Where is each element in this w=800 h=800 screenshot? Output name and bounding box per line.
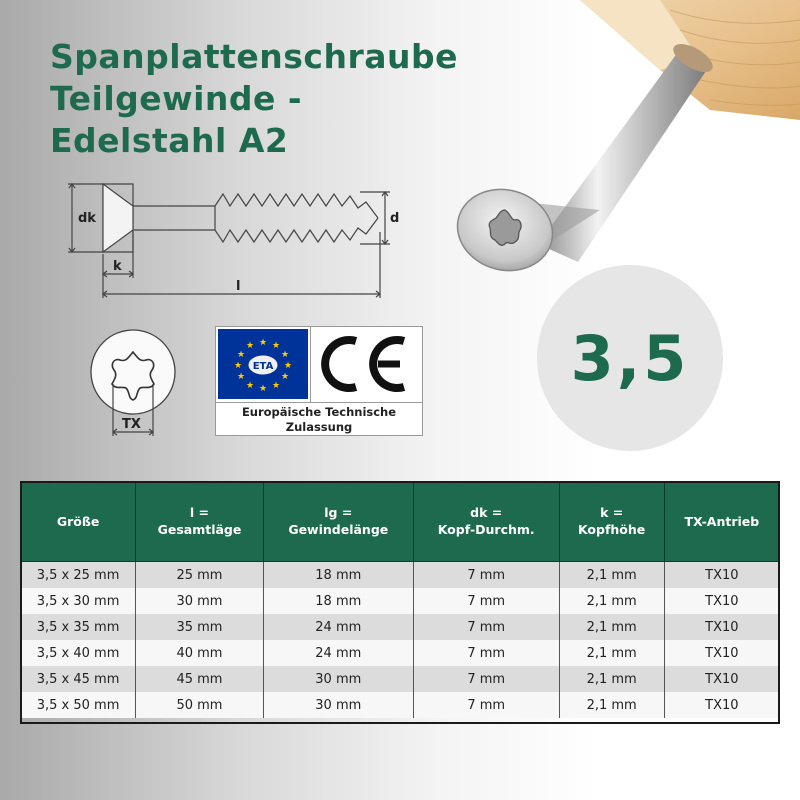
label-dk: dk <box>78 211 96 226</box>
cert-caption-line-1: Europäische Technische <box>241 405 397 419</box>
cell-head-height: 2,1 mm <box>559 666 664 692</box>
cell-head-diameter: 7 mm <box>413 588 559 614</box>
cell-drive: TX10 <box>664 640 779 666</box>
cell-size: 3,5 x 40 mm <box>21 640 136 666</box>
spec-table <box>20 481 780 718</box>
header-groesse: Größe <box>21 481 136 562</box>
cell-size: 3,5 x 30 mm <box>21 588 136 614</box>
table-row <box>21 692 780 718</box>
label-d: d <box>390 211 400 226</box>
svg-text:★: ★ <box>283 361 293 371</box>
cell-thread-length: 18 mm <box>263 562 413 589</box>
cell-head-diameter: 7 mm <box>413 614 559 640</box>
eta-certification-box <box>215 326 423 436</box>
cell-head-height: 2,1 mm <box>559 614 664 640</box>
cell-length: 35 mm <box>136 614 264 640</box>
size-badge <box>537 265 723 451</box>
table-header-row <box>21 481 780 562</box>
cell-head-diameter: 7 mm <box>413 562 559 589</box>
torx-drive-diagram <box>80 320 190 445</box>
header-gesamtlaenge: l = Gesamtläge <box>136 481 264 562</box>
cell-drive: TX10 <box>664 614 779 640</box>
cell-size: 3,5 x 50 mm <box>21 692 136 718</box>
screw-dimension-diagram <box>60 170 400 310</box>
cell-thread-length: 30 mm <box>263 666 413 692</box>
ce-mark-icon <box>316 331 416 397</box>
svg-text:★: ★ <box>245 341 255 351</box>
cell-thread-length: 24 mm <box>263 614 413 640</box>
cell-drive: TX10 <box>664 692 779 718</box>
title-line-2: Teilgewinde - <box>50 79 303 118</box>
table-row <box>21 640 780 666</box>
svg-text:★: ★ <box>258 338 268 348</box>
svg-text:★: ★ <box>236 350 246 360</box>
cell-head-diameter: 7 mm <box>413 640 559 666</box>
cell-size: 3,5 x 25 mm <box>21 562 136 589</box>
svg-text:★: ★ <box>280 372 290 382</box>
cell-head-height: 2,1 mm <box>559 692 664 718</box>
header-gewindelaenge: lg = Gewindelänge <box>263 481 413 562</box>
svg-text:★: ★ <box>271 381 281 391</box>
cell-head-height: 2,1 mm <box>559 562 664 589</box>
header-kopf-durchmesser: dk = Kopf-Durchm. <box>413 481 559 562</box>
cell-length: 30 mm <box>136 588 264 614</box>
header-kopfhoehe: k = Kopfhöhe <box>559 481 664 562</box>
cell-drive: TX10 <box>664 562 779 589</box>
page-title <box>50 36 458 162</box>
header-tx-antrieb: TX-Antrieb <box>664 481 779 562</box>
cell-length: 50 mm <box>136 692 264 718</box>
screw-photo <box>450 30 730 290</box>
cell-size: 3,5 x 35 mm <box>21 614 136 640</box>
cell-drive: TX10 <box>664 588 779 614</box>
label-l: l <box>236 279 241 294</box>
label-tx: TX <box>122 417 141 432</box>
svg-text:★: ★ <box>258 384 268 394</box>
svg-text:★: ★ <box>233 361 243 371</box>
table-row <box>21 588 780 614</box>
cell-drive: TX10 <box>664 666 779 692</box>
cell-length: 25 mm <box>136 562 264 589</box>
cell-thread-length: 24 mm <box>263 640 413 666</box>
label-k: k <box>113 259 122 274</box>
title-line-3: Edelstahl A2 <box>50 121 289 160</box>
cell-head-diameter: 7 mm <box>413 692 559 718</box>
cell-length: 40 mm <box>136 640 264 666</box>
svg-text:★: ★ <box>236 372 246 382</box>
cell-thread-length: 30 mm <box>263 692 413 718</box>
title-line-1: Spanplattenschraube <box>50 37 459 76</box>
cell-thread-length: 18 mm <box>263 588 413 614</box>
table-row <box>21 614 780 640</box>
cell-head-height: 2,1 mm <box>559 640 664 666</box>
svg-text:★: ★ <box>280 350 290 360</box>
table-row <box>21 666 780 692</box>
cert-caption <box>216 402 422 435</box>
cert-caption-line-2: Zulassung <box>285 420 353 434</box>
eta-label: ETA <box>252 361 274 372</box>
eu-flag-eta-icon <box>218 329 308 399</box>
cell-size: 3,5 x 45 mm <box>21 666 136 692</box>
size-badge-value: 3,5 <box>570 321 690 395</box>
cert-divider <box>310 327 311 402</box>
svg-text:★: ★ <box>245 381 255 391</box>
cell-head-height: 2,1 mm <box>559 588 664 614</box>
cell-head-diameter: 7 mm <box>413 666 559 692</box>
cell-length: 45 mm <box>136 666 264 692</box>
svg-text:★: ★ <box>271 341 281 351</box>
table-row <box>21 562 780 589</box>
